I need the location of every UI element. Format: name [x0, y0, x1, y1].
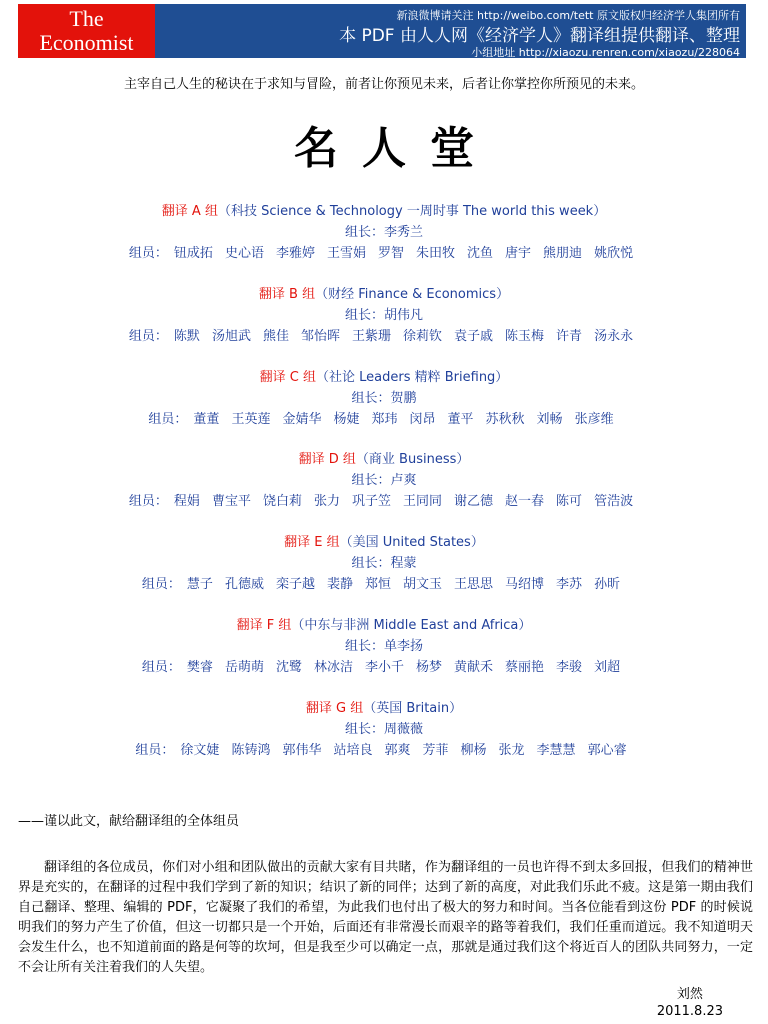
- group-description: （英国 Britain）: [363, 701, 463, 716]
- group-member: 沈鱼: [467, 246, 494, 261]
- group-member: 金婧华: [282, 412, 322, 427]
- group-description: （社论 Leaders 精粹 Briefing）: [316, 370, 509, 385]
- logo-line2: Economist: [39, 30, 134, 55]
- group-member: 史心语: [224, 246, 264, 261]
- group-leader-line: [0, 305, 768, 326]
- group-member: 裴静: [326, 577, 353, 592]
- group-member: 姚欣悦: [594, 246, 634, 261]
- group-member: 徐莉钦: [403, 329, 443, 344]
- group-member: 李苏: [556, 577, 583, 592]
- group-member: 苏秋秋: [485, 412, 525, 427]
- group-member: 汤旭武: [211, 329, 251, 344]
- signature-date: 2011.8.23: [656, 1004, 723, 1019]
- leader-label: 组长：: [351, 391, 391, 406]
- group-member: 汤永永: [594, 329, 634, 344]
- group-member: 慧子: [186, 577, 213, 592]
- group-member: 岳萌萌: [224, 660, 264, 675]
- group-description: （美国 United States）: [339, 535, 484, 550]
- group-member: 李小千: [364, 660, 404, 675]
- group-leader: 卢爽: [390, 473, 417, 488]
- leader-label: 组长：: [344, 722, 384, 737]
- group-member: 唐宇: [505, 246, 532, 261]
- group-member: 孙昕: [594, 577, 621, 592]
- members-label: 组员：: [128, 246, 168, 261]
- group-heading: [0, 284, 768, 305]
- leader-label: 组长：: [344, 225, 384, 240]
- group-name: 翻译 B 组: [258, 287, 316, 302]
- group-member: 胡文玉: [403, 577, 443, 592]
- translation-group: [0, 284, 768, 347]
- signature: [657, 986, 723, 1020]
- group-heading: [0, 532, 768, 553]
- translation-group: [0, 615, 768, 678]
- banner-weibo-line: 新浪微博请关注 http://weibo.com/tett 原文版权归经济学人集团所有: [396, 9, 740, 22]
- members-label: 组员：: [148, 412, 188, 427]
- group-leader: 单李扬: [384, 639, 424, 654]
- group-member: 董董: [193, 412, 220, 427]
- group-member: 饶白莉: [262, 494, 302, 509]
- group-member: 谢乙德: [454, 494, 494, 509]
- group-member: 王紫珊: [351, 329, 391, 344]
- group-members-line: [0, 409, 768, 430]
- group-member: 熊朋迪: [543, 246, 583, 261]
- group-member: 蔡丽艳: [505, 660, 545, 675]
- group-members-line: [0, 657, 768, 678]
- group-member: 郭伟华: [282, 743, 322, 758]
- group-member: 朱田牧: [416, 246, 456, 261]
- leader-label: 组长：: [344, 308, 384, 323]
- group-member: 程娟: [173, 494, 200, 509]
- banner-group-url: 小组地址 http://xiaozu.renren.com/xiaozu/228064: [471, 46, 740, 59]
- group-description: （财经 Finance & Economics）: [315, 287, 510, 302]
- group-member: 张彦维: [574, 412, 614, 427]
- group-description: （商业 Business）: [355, 452, 470, 467]
- group-member: 闵昂: [409, 412, 436, 427]
- group-member: 王思思: [454, 577, 494, 592]
- group-heading: [0, 698, 768, 719]
- signature-name: 刘然: [676, 987, 703, 1002]
- group-member: 站培良: [333, 743, 373, 758]
- header: [18, 4, 746, 58]
- page-title: 名人堂: [294, 123, 498, 174]
- group-member: 柳杨: [460, 743, 487, 758]
- group-member: 徐文婕: [180, 743, 220, 758]
- group-name: 翻译 D 组: [298, 452, 356, 467]
- group-member: 王雪娟: [326, 246, 366, 261]
- group-member: 王同同: [403, 494, 443, 509]
- group-heading: [0, 367, 768, 388]
- group-member: 熊佳: [262, 329, 289, 344]
- economist-logo: [18, 4, 155, 58]
- group-leader-line: [0, 719, 768, 740]
- group-leader: 周薇薇: [384, 722, 424, 737]
- group-member: 巩子笠: [351, 494, 391, 509]
- group-name: 翻译 A 组: [161, 204, 218, 219]
- group-member: 孔德威: [224, 577, 264, 592]
- group-members-line: [0, 574, 768, 595]
- group-members-line: [0, 491, 768, 512]
- group-heading: [0, 615, 768, 636]
- group-member: 李雅婷: [275, 246, 315, 261]
- header-banner: [155, 4, 746, 58]
- group-heading: [0, 201, 768, 222]
- group-member: 芳菲: [422, 743, 449, 758]
- members-label: 组员：: [128, 329, 168, 344]
- group-member: 黄献禾: [454, 660, 494, 675]
- group-member: 赵一春: [505, 494, 545, 509]
- group-member: 郑玮: [371, 412, 398, 427]
- group-members-line: [0, 243, 768, 264]
- group-leader-line: [0, 222, 768, 243]
- group-member: 马绍博: [505, 577, 545, 592]
- group-member: 杨婕: [333, 412, 360, 427]
- leader-label: 组长：: [344, 639, 384, 654]
- motto: 主宰自己人生的秘诀在于求知与冒险，前者让你预见未来，后者让你掌控你所预见的未来。: [123, 77, 644, 92]
- group-member: 王英莲: [231, 412, 271, 427]
- translation-group: [0, 367, 768, 430]
- group-member: 刘畅: [536, 412, 563, 427]
- group-leader: 李秀兰: [384, 225, 424, 240]
- group-member: 陈玉梅: [505, 329, 545, 344]
- group-leader: 胡伟凡: [384, 308, 424, 323]
- group-leader-line: [0, 636, 768, 657]
- translation-group: [0, 201, 768, 264]
- group-leader: 程蒙: [390, 556, 417, 571]
- group-member: 陈默: [173, 329, 200, 344]
- group-member: 沈鹭: [275, 660, 302, 675]
- members-label: 组员：: [128, 494, 168, 509]
- group-member: 杨梦: [416, 660, 443, 675]
- group-heading: [0, 449, 768, 470]
- members-label: 组员：: [141, 660, 181, 675]
- group-name: 翻译 G 组: [305, 701, 364, 716]
- group-description: （中东与非洲 Middle East and Africa）: [291, 618, 532, 633]
- leader-label: 组长：: [351, 556, 391, 571]
- translation-group: [0, 698, 768, 761]
- group-name: 翻译 F 组: [236, 618, 292, 633]
- group-member: 罗智: [377, 246, 404, 261]
- group-member: 陈铸鸿: [231, 743, 271, 758]
- group-member: 袁子戚: [454, 329, 494, 344]
- translation-group: [0, 532, 768, 595]
- group-member: 钮成拓: [173, 246, 213, 261]
- group-members-line: [0, 740, 768, 761]
- group-member: 郭爽: [384, 743, 411, 758]
- group-member: 李骏: [556, 660, 583, 675]
- logo-line1: The: [69, 6, 104, 31]
- translation-group: [0, 449, 768, 512]
- group-leader: 贺鹏: [390, 391, 417, 406]
- group-leader-line: [0, 388, 768, 409]
- group-member: 许青: [556, 329, 583, 344]
- group-member: 管浩波: [594, 494, 634, 509]
- group-member: 栾子越: [275, 577, 315, 592]
- group-member: 刘超: [594, 660, 621, 675]
- group-member: 董平: [447, 412, 474, 427]
- group-member: 曹宝平: [211, 494, 251, 509]
- letter-paragraph: 翻译组的各位成员，你们对小组和团队做出的贡献大家有目共睹，作为翻译组的一员也许得不到太多回报，但我们的精神世界是充实的，在翻译的过程中我们学到了新的知识；结识了新的同伴；达到了新的高度，对此我们乐此不疲。这是第一期由我们自己翻译、整理、编辑的 PDF，它凝聚了我们的希望，为此我们也付出了极大的努力和时间。当各位能看到这份 PDF 的时候说明我们的努力产生了价值，但这一切都只是一个开始，后面还有非常漫长而艰辛的路等着我们，我们任重而道远。我不知道明天会发生什么，也不知道前面的路是何等的坎坷，但是我至少可以确定一点，那就是通过我们这个将近百人的团队共同努力，一定不会让所有关注着我们的人失望。: [18, 860, 753, 975]
- group-name: 翻译 E 组: [284, 535, 340, 550]
- dedication: ——谨以此文，献给翻译组的全体组员: [18, 814, 240, 829]
- members-label: 组员：: [141, 577, 181, 592]
- group-leader-line: [0, 470, 768, 491]
- group-member: 张龙: [498, 743, 525, 758]
- group-member: 陈可: [556, 494, 583, 509]
- members-label: 组员：: [135, 743, 175, 758]
- group-member: 邹怡晖: [300, 329, 340, 344]
- group-member: 林冰洁: [313, 660, 353, 675]
- group-member: 郑恒: [364, 577, 391, 592]
- leader-label: 组长：: [351, 473, 391, 488]
- group-members-line: [0, 326, 768, 347]
- group-member: 张力: [313, 494, 340, 509]
- banner-title: 本 PDF 由人人网《经济学人》翻译组提供翻译、整理: [339, 26, 740, 46]
- group-leader-line: [0, 553, 768, 574]
- group-name: 翻译 C 组: [259, 370, 317, 385]
- group-description: （科技 Science & Technology 一周时事 The world this week）: [217, 204, 607, 219]
- group-member: 郭心睿: [587, 743, 627, 758]
- group-member: 樊睿: [186, 660, 213, 675]
- group-member: 李慧慧: [536, 743, 576, 758]
